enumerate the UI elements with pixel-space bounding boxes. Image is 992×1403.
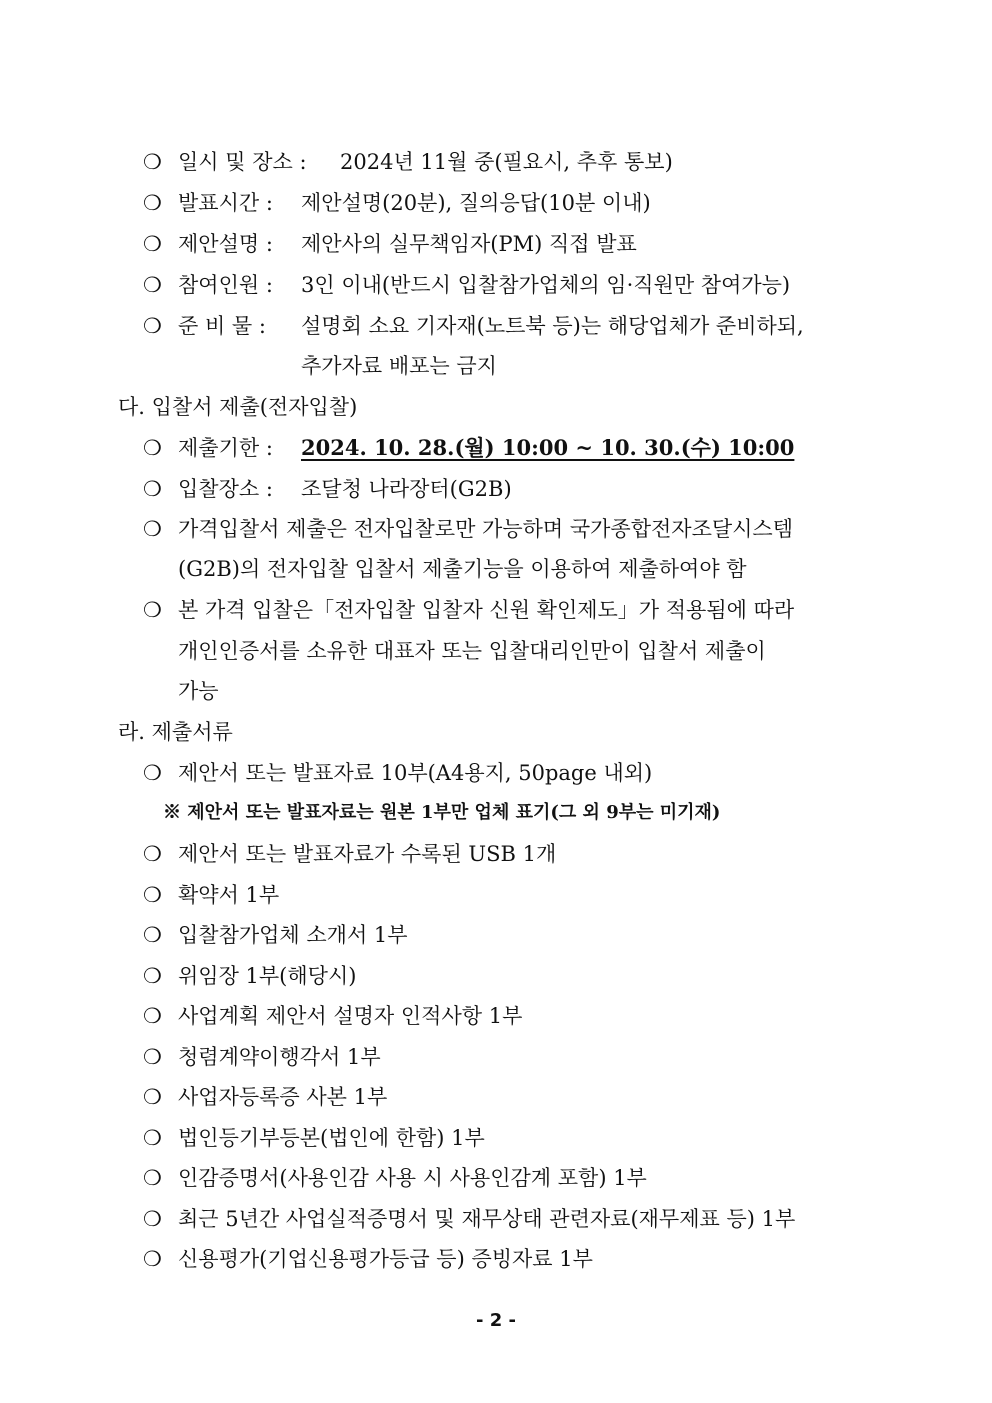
- section-heading: 라. 제출서류: [118, 720, 233, 744]
- schedule-value: 설명회 소요 기자재(노트북 등)는 해당업체가 준비하되,: [301, 314, 804, 338]
- bullet-icon: ❍: [143, 191, 162, 215]
- document-label: 제안서 또는 발표자료 10부(A4용지, 50page 내외): [178, 761, 653, 785]
- deadline-value: 2024. 10. 28.(월) 10:00 ~ 10. 30.(수) 10:00: [301, 435, 795, 460]
- document-label: 사업자등록증 사본 1부: [178, 1085, 388, 1109]
- bullet-icon: ❍: [143, 1207, 162, 1231]
- deadline-label: 제출기한 :: [178, 436, 273, 460]
- schedule-label: 일시 및 장소 :: [178, 150, 307, 174]
- schedule-value: 제안설명(20분), 질의응답(10분 이내): [301, 191, 651, 215]
- bullet-icon: ❍: [143, 436, 162, 460]
- schedule-value: 2024년 11월 중(필요시, 추후 통보): [340, 150, 673, 174]
- paragraph-line: 가능: [178, 679, 219, 703]
- bullet-icon: ❍: [143, 761, 162, 785]
- document-label: 제안서 또는 발표자료가 수록된 USB 1개: [178, 842, 557, 866]
- bullet-icon: ❍: [143, 923, 162, 947]
- bullet-icon: ❍: [143, 1045, 162, 1069]
- document-label: 입찰참가업체 소개서 1부: [178, 923, 408, 947]
- schedule-value: 3인 이내(반드시 입찰참가업체의 임·직원만 참여가능): [301, 273, 791, 297]
- schedule-label: 참여인원 :: [178, 273, 273, 297]
- page-number: - 2 -: [476, 1310, 516, 1331]
- document-label: 청렴계약이행각서 1부: [178, 1045, 381, 1069]
- paragraph-line: 가격입찰서 제출은 전자입찰로만 가능하며 국가종합전자조달시스템: [178, 517, 793, 541]
- bullet-icon: ❍: [143, 232, 162, 256]
- bullet-icon: ❍: [143, 1085, 162, 1109]
- schedule-label: 준 비 물 :: [178, 314, 266, 338]
- document-label: 확약서 1부: [178, 883, 280, 907]
- document-label: 신용평가(기업신용평가등급 등) 증빙자료 1부: [178, 1247, 593, 1271]
- schedule-label: 발표시간 :: [178, 191, 273, 215]
- bullet-icon: ❍: [143, 477, 162, 501]
- bullet-icon: ❍: [143, 964, 162, 988]
- section-heading: 다. 입찰서 제출(전자입찰): [118, 395, 358, 419]
- paragraph-line: 본 가격 입찰은「전자입찰 입찰자 신원 확인제도」가 적용됨에 따라: [178, 598, 795, 622]
- bullet-icon: ❍: [143, 842, 162, 866]
- bullet-icon: ❍: [143, 517, 162, 541]
- place-label: 입찰장소 :: [178, 477, 273, 501]
- place-value: 조달청 나라장터(G2B): [301, 477, 512, 501]
- paragraph-line: 개인인증서를 소유한 대표자 또는 입찰대리인만이 입찰서 제출이: [178, 639, 766, 663]
- bullet-icon: ❍: [143, 273, 162, 297]
- bullet-icon: ❍: [143, 1166, 162, 1190]
- paragraph-line: (G2B)의 전자입찰 입찰서 제출기능을 이용하여 제출하여야 함: [178, 557, 747, 581]
- bullet-icon: ❍: [143, 1247, 162, 1271]
- bullet-icon: ❍: [143, 1126, 162, 1150]
- bullet-icon: ❍: [143, 883, 162, 907]
- document-label: 법인등기부등본(법인에 한함) 1부: [178, 1126, 485, 1150]
- schedule-value-continued: 추가자료 배포는 금지: [301, 354, 497, 378]
- document-label: 최근 5년간 사업실적증명서 및 재무상태 관련자료(재무제표 등) 1부: [178, 1207, 796, 1231]
- document-label: 인감증명서(사용인감 사용 시 사용인감계 포함) 1부: [178, 1166, 647, 1190]
- document-label: 사업계획 제안서 설명자 인적사항 1부: [178, 1004, 523, 1028]
- bullet-icon: ❍: [143, 314, 162, 338]
- document-label: 위임장 1부(해당시): [178, 964, 357, 988]
- schedule-label: 제안설명 :: [178, 232, 273, 256]
- note-text: ※ 제안서 또는 발표자료는 원본 1부만 업체 표기(그 외 9부는 미기재): [163, 802, 721, 823]
- bullet-icon: ❍: [143, 1004, 162, 1028]
- bullet-icon: ❍: [143, 150, 162, 174]
- bullet-icon: ❍: [143, 598, 162, 622]
- schedule-value: 제안사의 실무책임자(PM) 직접 발표: [301, 232, 637, 256]
